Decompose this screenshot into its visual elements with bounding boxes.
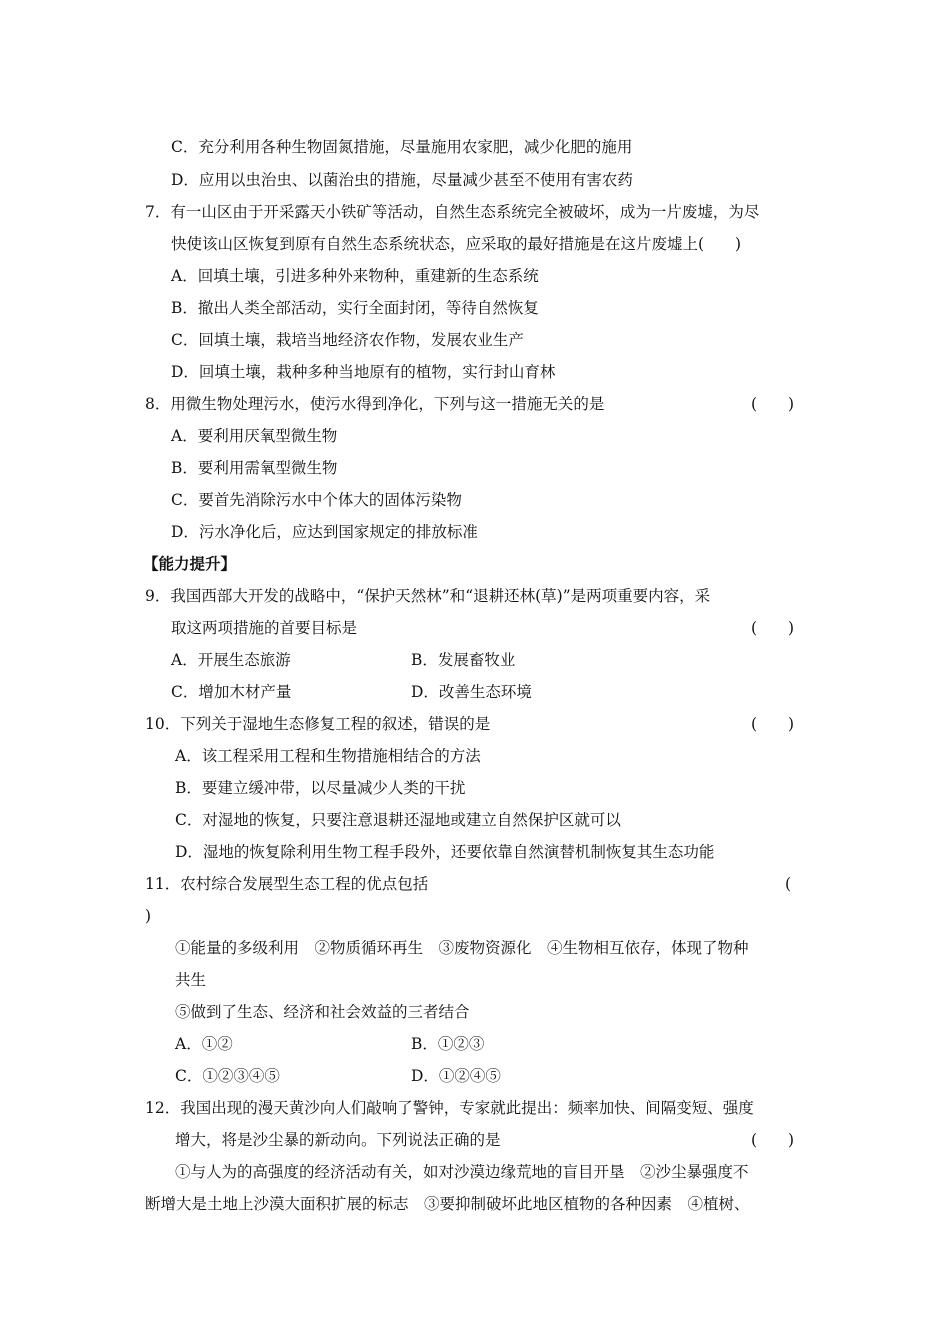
q7-option-b: B．撤出人类全部活动，实行全面封闭，等待自然恢复 [171,299,539,317]
q12-items-line2: 断增大是土地上沙漠大面积扩展的标志 ③要抑制破坏此地区植物的各种因素 ④植树、 [145,1195,750,1213]
q11-paren-close: ) [145,907,152,925]
q8-option-b: B．要利用需氧型微生物 [171,459,338,477]
q9-stem-line2: 取这两项措施的首要目标是 [171,619,358,637]
q11-option-d: D．①②④⑤ [411,1067,501,1085]
q12-stem-line2: 增大，将是沙尘暴的新动向。下列说法正确的是 [175,1131,501,1149]
q7-stem-line2: 快使该山区恢复到原有自然生态系统状态，应采取的最好措施是在这片废墟上( ) [171,235,742,253]
q9-option-c: C．增加木材产量 [171,683,292,701]
q12-items-line1: ①与人为的高强度的经济活动有关，如对沙漠边缘荒地的盲目开垦 ②沙尘暴强度不 [175,1163,749,1181]
q12-answer-paren: ( ) [751,1131,795,1149]
q11-paren-open: ( [785,875,792,893]
q10-option-c: C．对湿地的恢复，只要注意退耕还湿地或建立自然保护区就可以 [175,811,621,829]
q10-option-d: D．湿地的恢复除利用生物工程手段外，还要依靠自然演替机制恢复其生态功能 [175,843,715,861]
q9-option-d: D．改善生态环境 [411,683,532,701]
q8-option-a: A．要利用厌氧型微生物 [171,427,338,445]
q10-option-b: B．要建立缓冲带，以尽量减少人类的干扰 [175,779,466,797]
q7-option-d: D．回填土壤，栽种多种当地原有的植物，实行封山育林 [171,363,556,381]
q7-option-c: C．回填土壤，栽培当地经济农作物，发展农业生产 [171,331,524,349]
q7-option-a: A．回填土壤，引进多种外来物种，重建新的生态系统 [171,267,539,285]
q10-option-a: A．该工程采用工程和生物措施相结合的方法 [175,747,481,765]
q9-option-a: A．开展生态旅游 [171,651,291,669]
q11-items-line1: ①能量的多级利用 ②物质循环再生 ③废物资源化 ④生物相互依存，体现了物种 [175,939,749,957]
q11-option-b: B．①②③ [411,1035,485,1053]
q11-stem: 11．农村综合发展型生态工程的优点包括 [145,875,429,893]
q11-option-a: A．①② [175,1035,233,1053]
q9-option-b: B．发展畜牧业 [411,651,516,669]
q9-answer-paren: ( ) [751,619,795,637]
q8-stem: 8．用微生物处理污水，使污水得到净化，下列与这一措施无关的是 [145,395,605,413]
section-heading: 【能力提升】 [143,554,237,573]
q11-items-line2: 共生 [175,971,207,989]
q9-stem-line1: 9．我国西部大开发的战略中，“保护天然林”和“退耕还林(草)”是两项重要内容，采 [145,587,711,605]
q8-answer-paren: ( ) [751,395,795,413]
q10-answer-paren: ( ) [751,715,795,733]
q8-option-c: C．要首先消除污水中个体大的固体污染物 [171,491,462,509]
q12-stem-line1: 12．我国出现的漫天黄沙向人们敲响了警钟，专家就此提出：频率加快、间隔变短、强度 [145,1099,754,1117]
q6-option-c: C．充分利用各种生物固氮措施，尽量施用农家肥，减少化肥的施用 [171,138,633,156]
q6-option-d: D．应用以虫治虫、以菌治虫的措施，尽量减少甚至不使用有害农药 [171,171,633,189]
q7-stem-line1: 7．有一山区由于开采露天小铁矿等活动，自然生态系统完全被破坏，成为一片废墟，为尽 [145,203,760,221]
q11-items-line3: ⑤做到了生态、经济和社会效益的三者结合 [175,1003,470,1021]
q11-option-c: C．①②③④⑤ [175,1067,280,1085]
q8-option-d: D．污水净化后，应达到国家规定的排放标准 [171,523,478,541]
q10-stem: 10．下列关于湿地生态修复工程的叙述，错误的是 [145,715,491,733]
